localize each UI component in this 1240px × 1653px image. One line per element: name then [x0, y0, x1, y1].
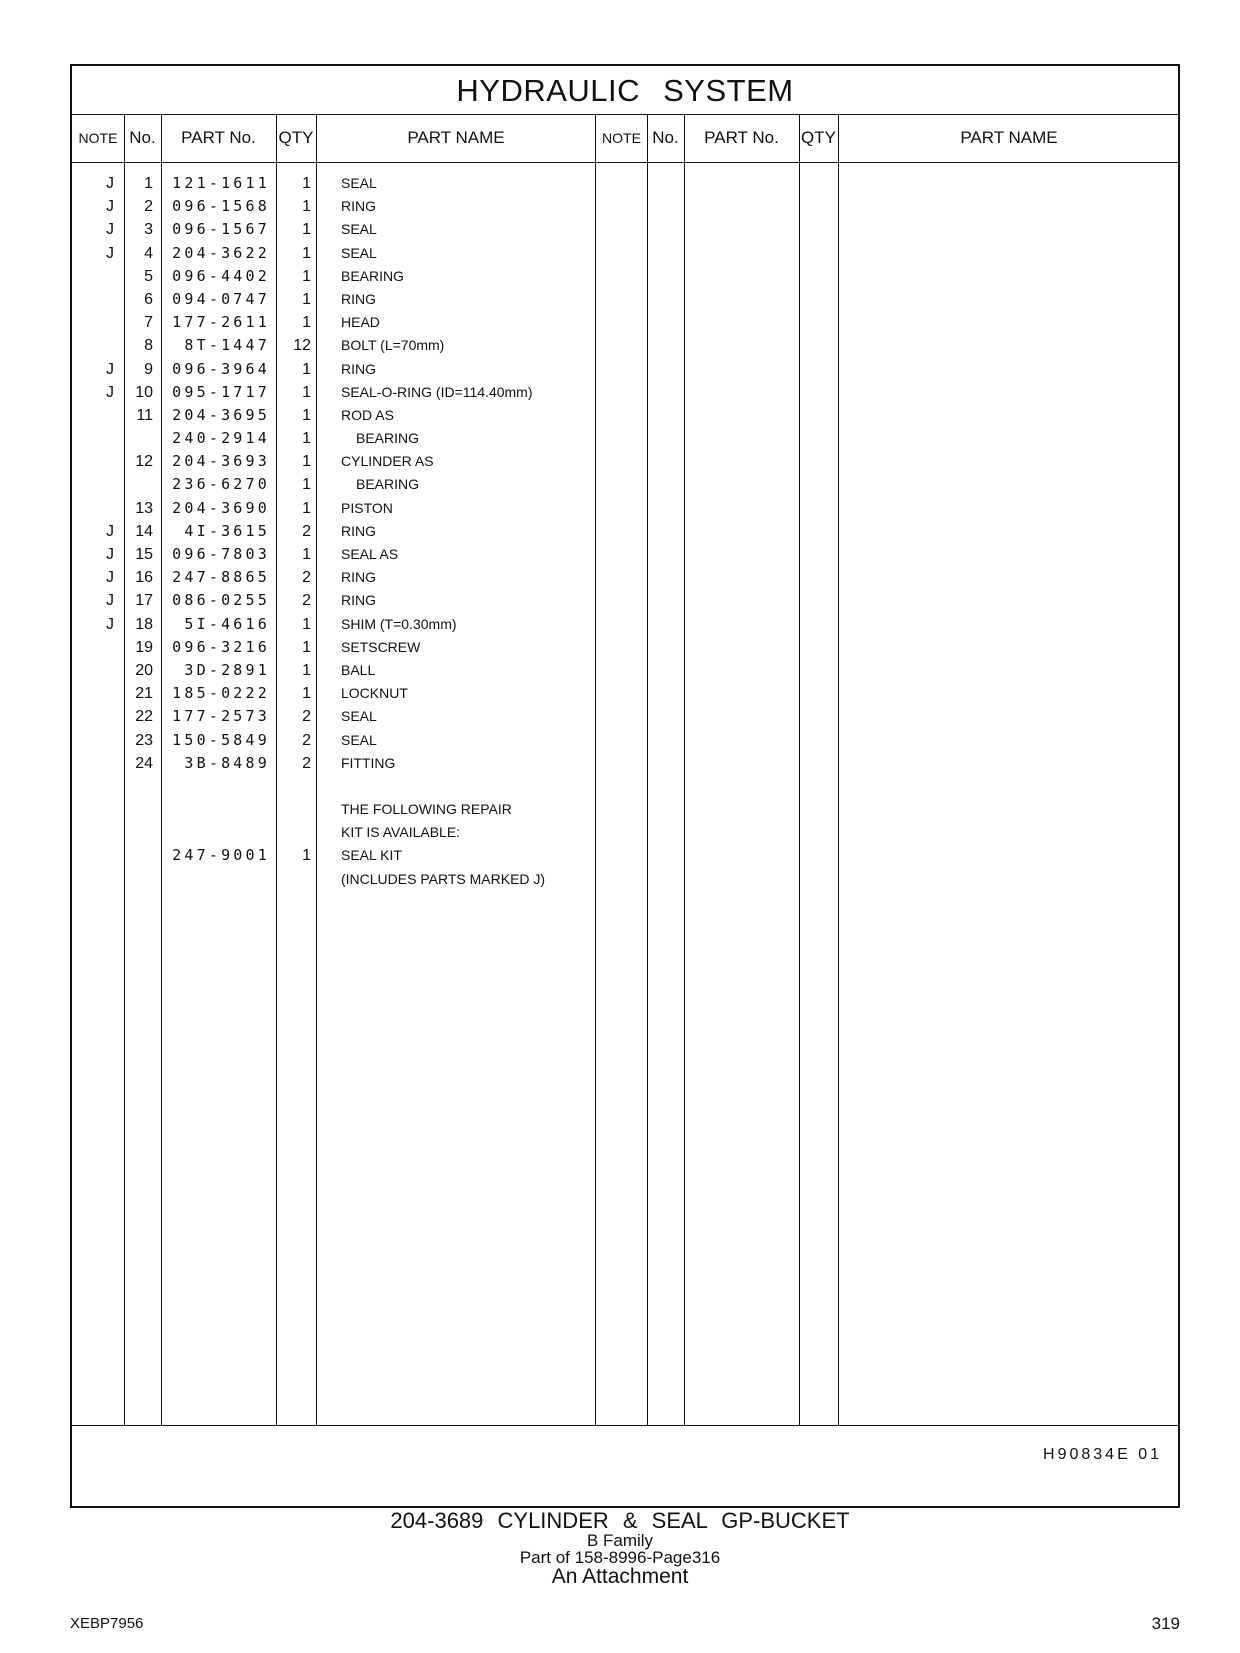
- table-row: [72, 497, 1178, 520]
- quantity-cell: 1: [302, 244, 311, 262]
- quantity-cell: 1: [302, 314, 311, 332]
- quantity-cell: 1: [302, 383, 311, 401]
- table-row: [72, 798, 1178, 821]
- part-number-cell: 204-3622: [172, 243, 270, 262]
- part-number-cell: 150-5849: [172, 730, 270, 749]
- quantity-cell: 1: [302, 430, 311, 448]
- table-row: [72, 172, 1178, 195]
- part-number-cell: 096-7803: [172, 545, 270, 563]
- part-name-cell: (INCLUDES PARTS MARKED J): [341, 870, 546, 887]
- header-qty-right: QTY: [801, 128, 836, 147]
- item-number-cell: 19: [135, 638, 153, 656]
- item-number-cell: 4: [144, 244, 153, 262]
- item-number-cell: 20: [135, 661, 153, 679]
- quantity-cell: 1: [302, 847, 311, 865]
- quantity-cell: 2: [302, 754, 311, 772]
- page-number: 319: [1151, 1614, 1180, 1633]
- table-row: [72, 589, 1178, 612]
- part-number-cell: 204-3690: [172, 498, 270, 517]
- table-row: [72, 682, 1178, 705]
- table-row: [72, 218, 1178, 241]
- quantity-cell: 1: [302, 615, 311, 633]
- quantity-cell: 2: [302, 522, 311, 540]
- quantity-cell: 1: [302, 546, 311, 563]
- document-id: XEBP7956: [70, 1615, 144, 1632]
- item-number-cell: 8: [144, 337, 153, 355]
- header-note-left: NOTE: [78, 130, 118, 146]
- quantity-cell: 1: [302, 476, 311, 494]
- group-title: 204-3689 CYLINDER & SEAL GP-BUCKET: [390, 1508, 850, 1533]
- quantity-cell: 1: [302, 221, 311, 239]
- item-number-cell: 24: [135, 754, 153, 772]
- table-row: [72, 242, 1178, 265]
- part-number-cell: 094-0747: [172, 289, 270, 308]
- part-number-cell: 177-2573: [172, 707, 270, 726]
- part-name-cell: THE FOLLOWING REPAIR: [341, 801, 512, 818]
- note-cell: J: [106, 221, 114, 239]
- quantity-cell: 2: [302, 708, 311, 726]
- part-number-cell: 247-9001: [172, 846, 270, 865]
- note-cell: J: [106, 546, 114, 563]
- part-name-cell: BEARING: [356, 476, 420, 493]
- header-part-name-right: PART NAME: [960, 128, 1058, 147]
- header-qty-left: QTY: [278, 128, 314, 147]
- table-row: [72, 334, 1178, 357]
- table-row: [72, 381, 1178, 404]
- part-name-cell: RING: [341, 522, 376, 539]
- part-name-cell: SEAL: [341, 175, 377, 191]
- illustration-code: H90834E 01: [1043, 1446, 1162, 1463]
- header-no-right: No.: [652, 128, 679, 147]
- part-name-cell: BOLT (L=70mm): [341, 337, 445, 354]
- part-name-cell: SETSCREW: [341, 638, 421, 655]
- item-number-cell: 14: [135, 522, 153, 540]
- part-name-cell: SEAL: [341, 731, 377, 748]
- note-cell: J: [106, 198, 114, 216]
- part-number-cell: 204-3693: [172, 452, 270, 471]
- table-row: [72, 775, 1178, 798]
- part-number-cell: 240-2914: [172, 429, 270, 448]
- part-of-reference: Part of 158-8996-Page316: [519, 1548, 721, 1567]
- part-name-cell: SEAL: [341, 244, 377, 261]
- item-number-cell: 7: [144, 314, 153, 332]
- part-number-cell: 3D-2891: [184, 660, 270, 679]
- item-number-cell: 3: [144, 221, 153, 239]
- part-name-cell: RING: [341, 360, 376, 377]
- item-number-cell: 11: [136, 406, 153, 424]
- quantity-cell: 1: [302, 453, 311, 471]
- quantity-cell: 12: [293, 337, 311, 355]
- note-cell: J: [106, 615, 114, 633]
- quantity-cell: 2: [302, 592, 311, 610]
- quantity-cell: 2: [302, 569, 311, 587]
- parts-list: [72, 172, 1178, 891]
- item-number-cell: 18: [135, 615, 153, 633]
- part-number-cell: 086-0255: [172, 591, 270, 610]
- part-name-cell: SEAL: [341, 221, 377, 238]
- part-number-cell: 204-3695: [172, 405, 270, 424]
- table-row: [72, 729, 1178, 752]
- part-name-cell: SEAL AS: [341, 546, 399, 562]
- item-number-cell: 21: [135, 685, 153, 703]
- table-row: [72, 473, 1178, 496]
- body-divider: [72, 1425, 1178, 1426]
- table-row: [72, 705, 1178, 728]
- item-number-cell: 17: [135, 592, 153, 610]
- part-name-cell: BEARING: [356, 430, 420, 447]
- parts-table-frame: [70, 64, 1180, 1508]
- part-number-cell: 247-8865: [172, 568, 270, 587]
- item-number-cell: 13: [135, 499, 153, 517]
- item-number-cell: 6: [144, 290, 153, 308]
- part-name-cell: RING: [341, 198, 376, 215]
- part-number-cell: 096-1568: [172, 197, 270, 216]
- item-number-cell: 23: [135, 731, 153, 749]
- quantity-cell: 1: [302, 685, 311, 703]
- part-number-cell: 177-2611: [172, 313, 270, 332]
- part-name-cell: RING: [341, 592, 376, 609]
- header-part-no-left: PART No.: [181, 128, 256, 147]
- table-row: [72, 311, 1178, 334]
- note-cell: J: [106, 569, 114, 587]
- table-row: [72, 427, 1178, 450]
- part-number-cell: 5I-4616: [184, 614, 270, 633]
- part-number-cell: 4I-3615: [184, 521, 270, 540]
- section-title: HYDRAULIC SYSTEM: [72, 66, 1178, 115]
- table-row: [72, 868, 1178, 891]
- table-row: [72, 288, 1178, 311]
- part-number-cell: 096-4402: [172, 266, 270, 285]
- quantity-cell: 1: [302, 198, 311, 216]
- quantity-cell: 1: [302, 638, 311, 656]
- quantity-cell: 1: [302, 406, 311, 424]
- quantity-cell: 1: [302, 499, 311, 517]
- part-number-cell: 096-1567: [172, 220, 270, 239]
- quantity-cell: 1: [302, 267, 311, 285]
- item-number-cell: 16: [135, 569, 153, 587]
- part-name-cell: CYLINDER AS: [341, 453, 434, 470]
- part-name-cell: BEARING: [341, 267, 405, 284]
- item-number-cell: 10: [135, 383, 153, 401]
- part-number-cell: 096-3964: [172, 359, 270, 378]
- table-row: [72, 566, 1178, 589]
- part-number-cell: 8T-1447: [184, 336, 270, 355]
- note-cell: J: [106, 383, 114, 401]
- part-number-cell: 095-1717: [172, 382, 270, 401]
- part-name-cell: BALL: [341, 661, 376, 678]
- quantity-cell: 2: [302, 731, 311, 749]
- table-row: [72, 636, 1178, 659]
- item-number-cell: 22: [135, 708, 153, 726]
- part-name-cell: SEAL KIT: [341, 847, 402, 864]
- table-row: [72, 404, 1178, 427]
- table-row: [72, 195, 1178, 218]
- quantity-cell: 1: [302, 661, 311, 679]
- header-note-right: NOTE: [602, 130, 641, 146]
- note-cell: J: [106, 522, 114, 540]
- header-no-left: No.: [129, 128, 156, 147]
- part-name-cell: ROD AS: [341, 406, 394, 423]
- item-number-cell: 12: [135, 453, 153, 471]
- table-row: [72, 520, 1178, 543]
- table-row: [72, 265, 1178, 288]
- part-name-cell: SEAL: [341, 708, 377, 725]
- header-part-no-right: PART No.: [704, 128, 779, 147]
- item-number-cell: 1: [144, 175, 153, 192]
- note-cell: J: [106, 244, 114, 262]
- part-number-cell: 096-3216: [172, 637, 270, 656]
- part-name-cell: RING: [341, 569, 376, 586]
- part-number-cell: 185-0222: [172, 684, 270, 703]
- family-label: B Family: [586, 1531, 654, 1550]
- header-part-name-left: PART NAME: [407, 128, 505, 147]
- table-row: [72, 844, 1178, 867]
- part-name-cell: KIT IS AVAILABLE:: [341, 824, 461, 841]
- part-name-cell: RING: [341, 290, 376, 307]
- table-row: [72, 659, 1178, 682]
- item-number-cell: 9: [144, 360, 153, 378]
- item-number-cell: 2: [144, 198, 153, 216]
- part-name-cell: FITTING: [341, 754, 396, 771]
- note-cell: J: [106, 592, 114, 610]
- table-row: [72, 613, 1178, 636]
- item-number-cell: 5: [144, 267, 153, 285]
- table-row: [72, 543, 1178, 566]
- note-cell: J: [106, 360, 114, 378]
- part-name-cell: SHIM (T=0.30mm): [341, 615, 457, 632]
- table-row: [72, 358, 1178, 381]
- table-row: [72, 821, 1178, 844]
- quantity-cell: 1: [302, 175, 311, 192]
- table-row: [72, 450, 1178, 473]
- part-number-cell: 3B-8489: [184, 753, 270, 772]
- part-name-cell: HEAD: [341, 314, 380, 331]
- part-name-cell: SEAL-O-RING (ID=114.40mm): [341, 383, 533, 400]
- quantity-cell: 1: [302, 360, 311, 378]
- item-number-cell: 15: [135, 546, 153, 563]
- header-divider: [72, 162, 1178, 163]
- part-name-cell: LOCKNUT: [341, 685, 408, 702]
- part-name-cell: PISTON: [341, 499, 393, 516]
- attachment-label: An Attachment: [551, 1565, 689, 1588]
- part-number-cell: 236-6270: [172, 475, 270, 494]
- note-cell: J: [106, 175, 114, 192]
- table-row: [72, 752, 1178, 775]
- part-number-cell: 121-1611: [172, 174, 270, 192]
- quantity-cell: 1: [302, 290, 311, 308]
